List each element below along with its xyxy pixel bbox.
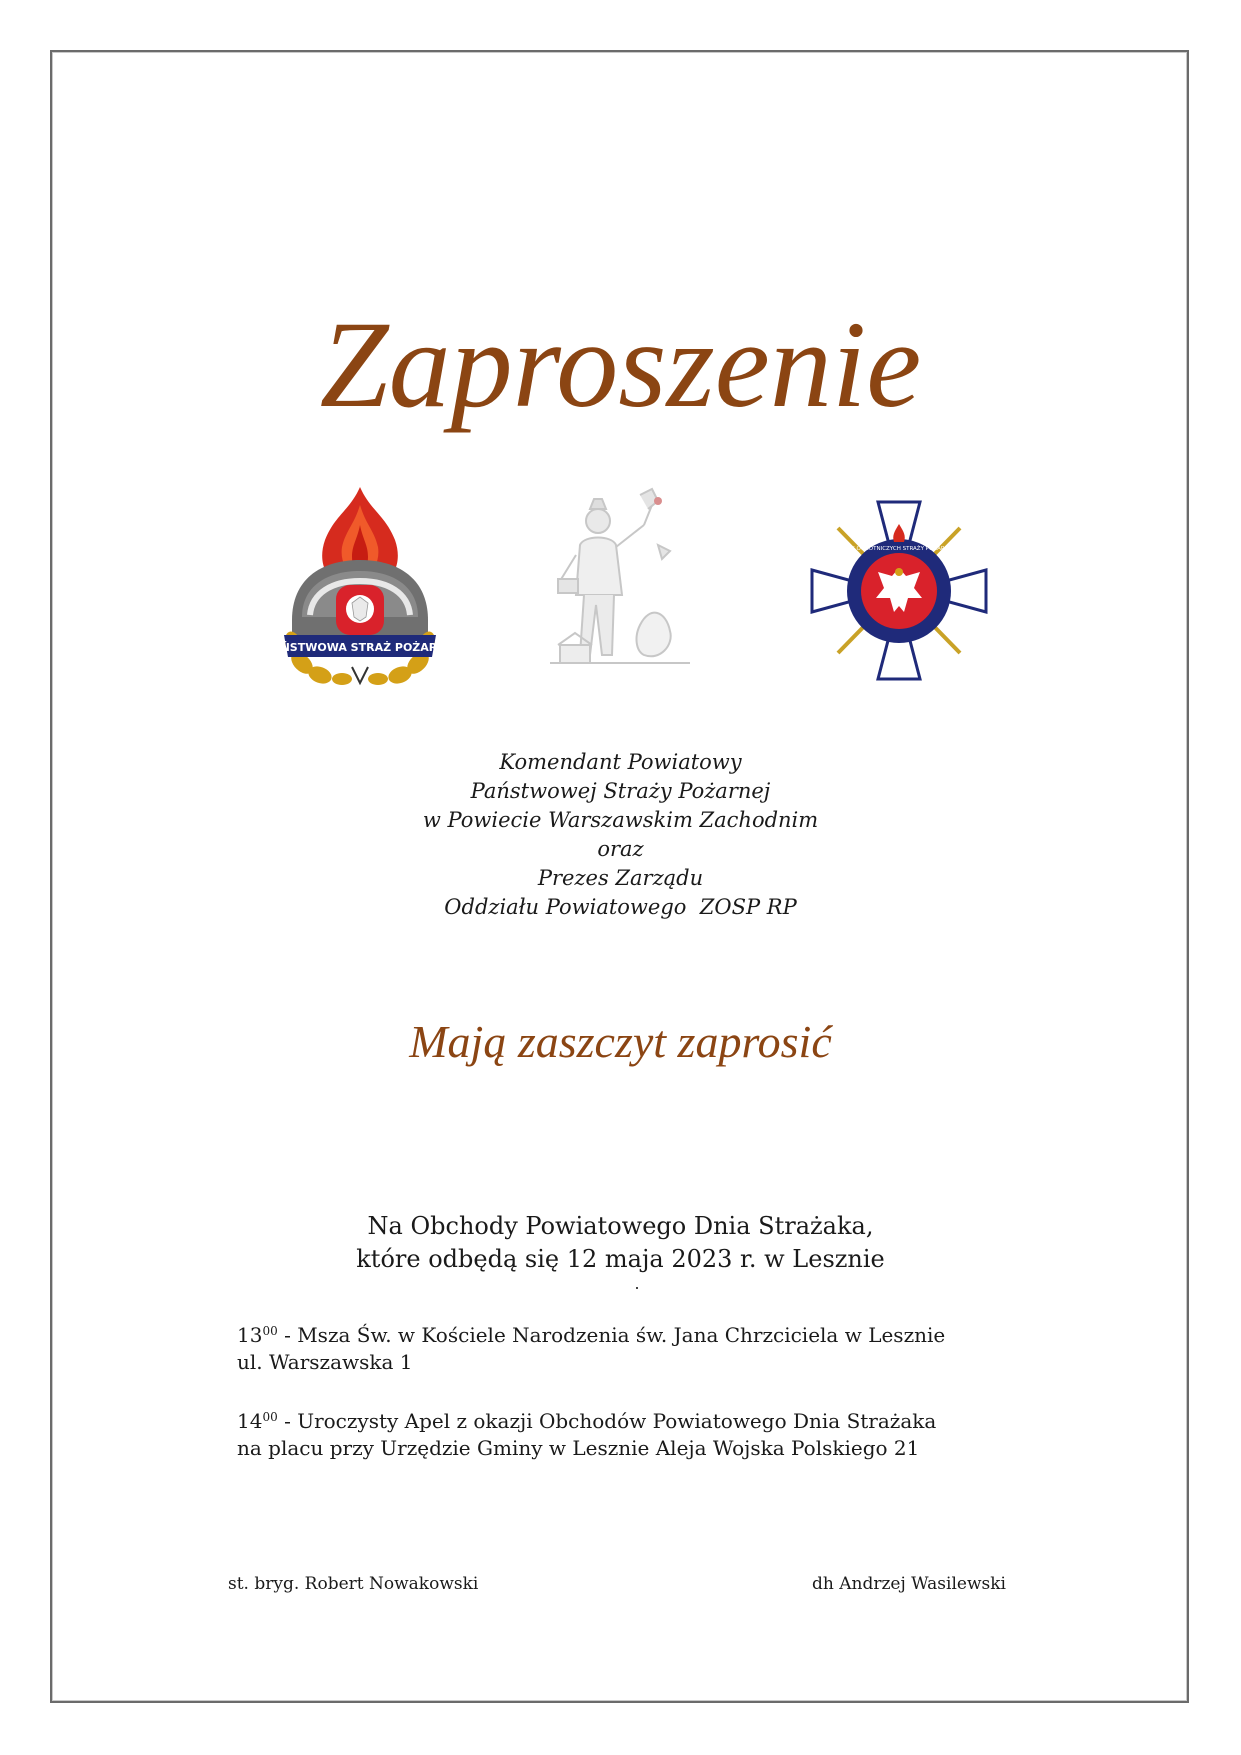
schedule-location: ul. Warszawska 1	[237, 1350, 413, 1374]
signature-right: dh Andrzej Wasilewski	[812, 1574, 1006, 1594]
schedule-description: - Uroczysty Apel z okazji Obchodów Powiatowego Dnia Strażaka	[277, 1409, 937, 1433]
psp-ribbon-text: PAŃSTWOWA STRAŻ POŻARNA	[265, 641, 455, 654]
event-description	[0, 1210, 1241, 1276]
psp-emblem-icon	[265, 485, 455, 685]
organizers-block	[0, 748, 1241, 922]
organizer-line: w Powiecie Warszawskim Zachodnim	[422, 808, 819, 832]
schedule-hour: 14	[237, 1409, 263, 1433]
page-title: Zaproszenie	[319, 296, 922, 433]
schedule-item	[237, 1408, 1137, 1462]
schedule-item	[237, 1322, 1137, 1376]
organizer-line: Prezes Zarządu	[537, 866, 704, 890]
schedule-minutes: 00	[262, 1410, 278, 1424]
zosp-rp-emblem-icon	[808, 498, 990, 683]
schedule-location: na placu przy Urzędzie Gminy w Lesznie Aleja Wojska Polskiego 21	[237, 1436, 920, 1460]
schedule-description: - Msza Św. w Kościele Narodzenia św. Jana Chrzciciela w Lesznie	[277, 1323, 946, 1347]
decorative-dot	[636, 1287, 638, 1289]
schedule-hour: 13	[237, 1323, 263, 1347]
saint-florian-icon	[540, 485, 700, 685]
schedule-item-line	[237, 1322, 1137, 1349]
organizer-line: Oddziału Powiatowego ZOSP RP	[444, 895, 797, 919]
organizer-line: oraz	[597, 837, 644, 861]
event-line: które odbędą się 12 maja 2023 r. w Lesznie	[356, 1245, 885, 1273]
organizer-line: Komendant Powiatowy	[499, 750, 742, 774]
organizer-line: Państwowej Straży Pożarnej	[470, 779, 771, 803]
schedule-item-line	[237, 1408, 1137, 1435]
schedule-minutes: 00	[262, 1324, 278, 1338]
signature-left: st. bryg. Robert Nowakowski	[228, 1574, 479, 1594]
honor-line: Mają zaszczyt zaprosić	[409, 1016, 832, 1067]
schedule	[237, 1322, 1137, 1494]
zosp-ring-text: ZWIĄZEK OCHOTNICZYCH STRAŻY POŻARNYCH RP	[829, 546, 969, 552]
event-line: Na Obchody Powiatowego Dnia Strażaka,	[367, 1212, 874, 1240]
